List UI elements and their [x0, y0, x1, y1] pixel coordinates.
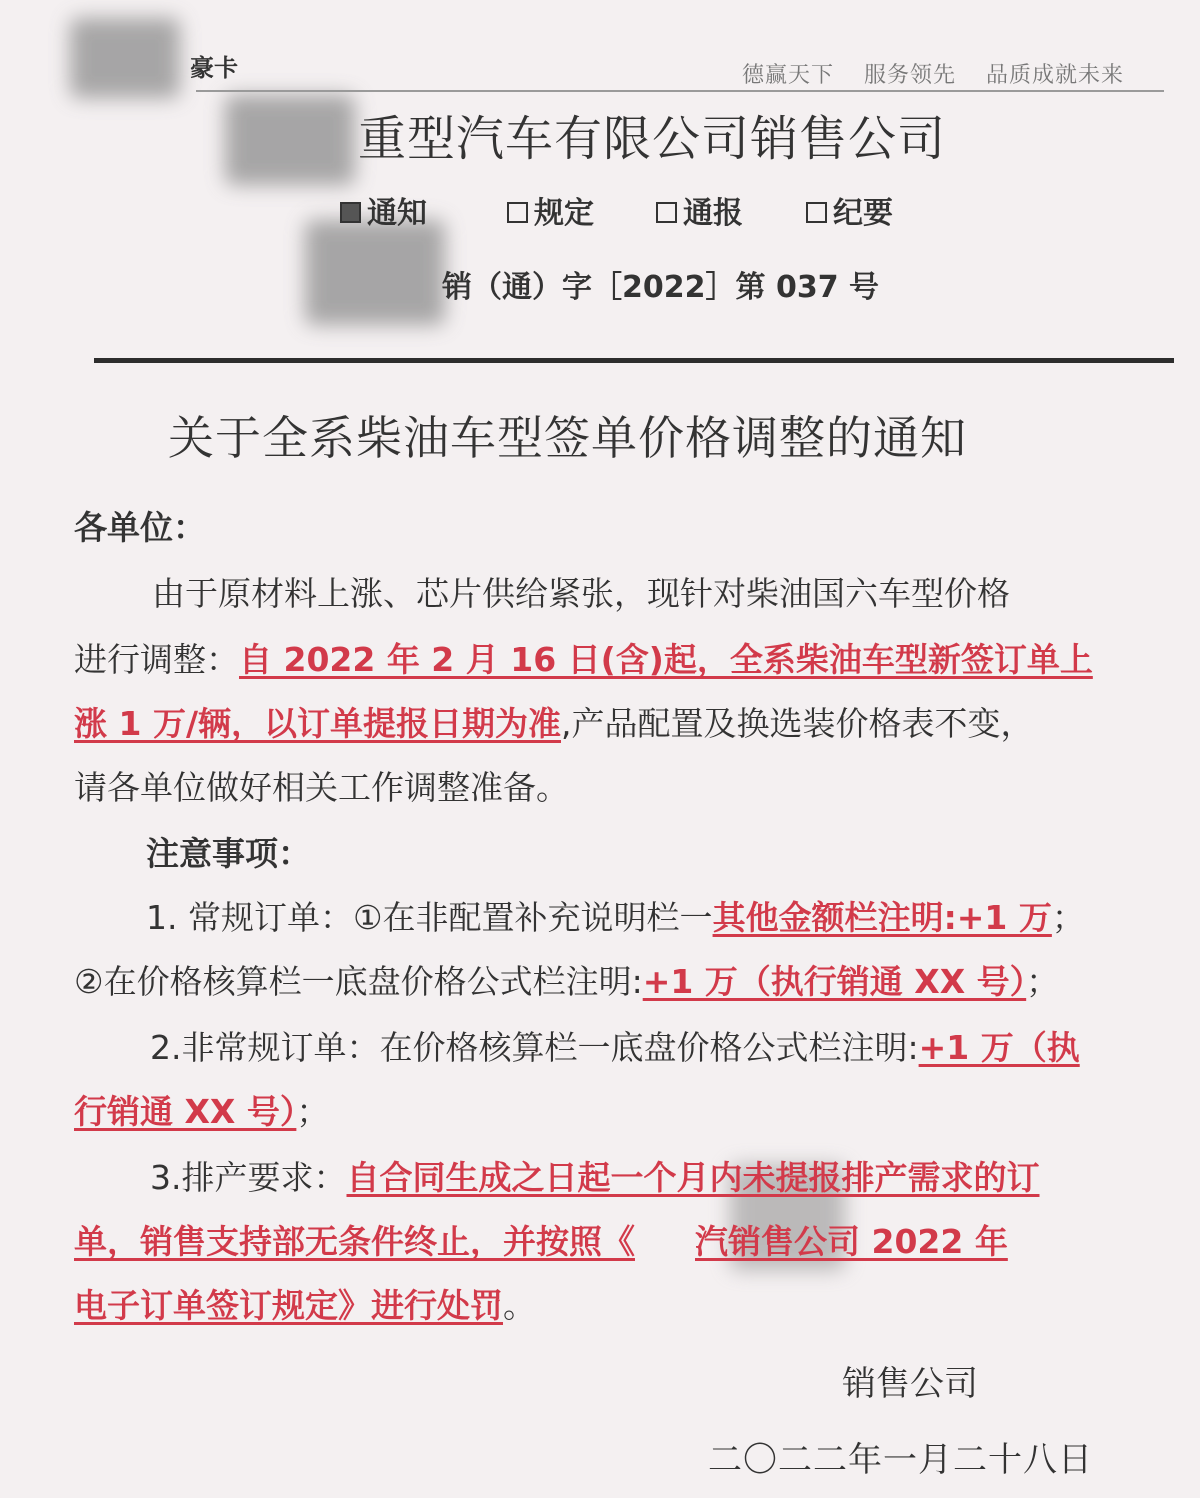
highlighted-text: +1 万（执 — [918, 1028, 1080, 1067]
highlighted-text: 涨 1 万/辆，以订单提报日期为准 — [74, 704, 561, 743]
body-line: 由于原材料上涨、芯片供给紧张，现针对柴油国六车型价格 — [152, 574, 1010, 613]
highlighted-text: 行销通 XX 号） — [74, 1092, 297, 1131]
note-item-1: 1. 常规订单：①在非配置补充说明栏一其他金额栏注明:+1 万； — [146, 898, 1085, 937]
header-divider — [196, 90, 1164, 92]
body-line: 请各单位做好相关工作调整准备。 — [74, 768, 569, 807]
slogan — [742, 58, 1124, 89]
body-line: 涨 1 万/辆，以订单提报日期为准,产品配置及换选装价格表不变， — [74, 704, 1034, 743]
note-item-3-cont: 电子订单签订规定》进行处罚。 — [74, 1286, 536, 1325]
note-item-2: 2.非常规订单：在价格核算栏一底盘价格公式栏注明:+1 万（执 — [150, 1028, 1080, 1067]
doc-type-regulation: 规定 — [507, 188, 594, 232]
note-item-2-cont: 行销通 XX 号）； — [74, 1092, 330, 1131]
signature-date: 二〇二二年一月二十八日 — [708, 1440, 1093, 1480]
highlighted-text: 其他金额栏注明:+1 万 — [712, 898, 1052, 937]
redaction-logo — [70, 18, 180, 98]
doc-type-bulletin: 通报 — [656, 188, 743, 232]
doc-type-minutes: 纪要 — [806, 188, 893, 232]
slogan-3: 品质成就未来 — [986, 63, 1125, 88]
slogan-1: 德赢天下 — [742, 63, 835, 88]
redaction-docno — [305, 220, 445, 325]
checkbox-icon — [507, 202, 528, 223]
brand-mark: 豪卡 — [190, 54, 238, 82]
checkbox-checked-icon — [340, 202, 361, 223]
highlighted-text: 汽销售公司 2022 年 — [695, 1222, 1008, 1261]
note-item-1-cont: ②在价格核算栏一底盘价格公式栏注明:+1 万（执行销通 XX 号）； — [74, 962, 1060, 1001]
body-line: 进行调整：自 2022 年 2 月 16 日(含)起，全系柴油车型新签订单上 — [74, 640, 1093, 679]
note-item-3-cont — [74, 1216, 1008, 1263]
title-divider — [94, 358, 1174, 363]
highlighted-text: 自合同生成之日起一个月内未提报排产需求的订 — [346, 1158, 1040, 1197]
highlighted-text: 自 2022 年 2 月 16 日(含)起，全系柴油车型新签订单上 — [239, 640, 1093, 679]
note-item-3: 3.排产要求：自合同生成之日起一个月内未提报排产需求的订 — [150, 1158, 1040, 1197]
highlighted-text: +1 万（执行销通 XX 号） — [642, 962, 1027, 1001]
slogan-2: 服务领先 — [864, 63, 957, 88]
highlighted-text: 电子订单签订规定》进行处罚 — [74, 1286, 503, 1325]
highlighted-text: 单，销售支持部无条件终止，并按照《 — [74, 1222, 635, 1261]
salutation: 各单位： — [74, 508, 206, 547]
document-number: 销（通）字［2022］第 037 号 — [442, 270, 880, 305]
checkbox-icon — [656, 202, 677, 223]
document-title: 关于全系柴油车型签单价格调整的通知 — [168, 411, 967, 465]
checkbox-icon — [806, 202, 827, 223]
company-name: 重型汽车有限公司销售公司 — [358, 111, 947, 167]
notes-heading: 注意事项： — [146, 834, 311, 873]
doc-type-notice: 通知 — [340, 188, 427, 232]
signature-org: 销售公司 — [842, 1364, 978, 1404]
redaction-company — [225, 95, 355, 185]
